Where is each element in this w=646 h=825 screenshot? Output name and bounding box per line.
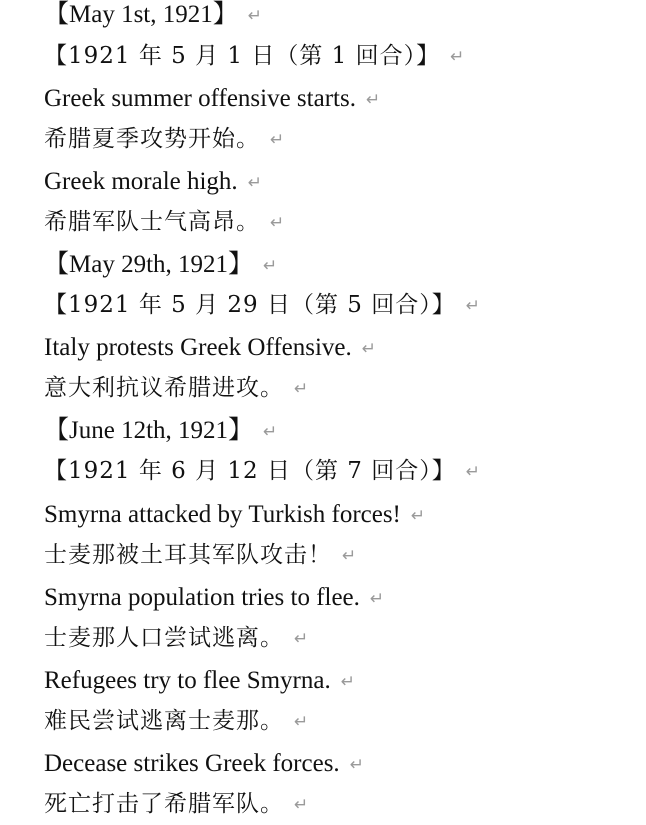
paragraph-text: 士麦那被土耳其军队攻击！ bbox=[44, 542, 332, 568]
paragraph-date-heading-cn[interactable] bbox=[44, 290, 481, 320]
paragraph-mark-icon: ↵ bbox=[365, 90, 381, 110]
paragraph-text: Refugees try to flee Smyrna. bbox=[44, 667, 331, 694]
paragraph-text: 【May 1st, 1921】 bbox=[44, 1, 238, 28]
paragraph-english[interactable] bbox=[44, 583, 384, 613]
paragraph-mark-icon: ↵ bbox=[247, 6, 263, 26]
paragraph-date-heading-cn[interactable] bbox=[44, 41, 465, 71]
paragraph-text: 希腊夏季攻势开始。 bbox=[44, 126, 260, 152]
paragraph-text: 死亡打击了希腊军队。 bbox=[44, 791, 284, 817]
paragraph-text: Smyrna population tries to flee. bbox=[44, 584, 360, 611]
paragraph-mark-icon: ↵ bbox=[294, 795, 310, 815]
paragraph-chinese[interactable] bbox=[44, 623, 309, 653]
paragraph-english[interactable] bbox=[44, 666, 355, 696]
paragraph-mark-icon: ↵ bbox=[263, 256, 278, 276]
paragraph-chinese[interactable] bbox=[44, 373, 309, 403]
paragraph-english[interactable] bbox=[44, 500, 425, 530]
paragraph-chinese[interactable] bbox=[44, 706, 309, 736]
paragraph-date-heading[interactable] bbox=[44, 0, 262, 30]
paragraph-mark-icon: ↵ bbox=[270, 130, 286, 150]
paragraph-text: Smyrna attacked by Turkish forces! bbox=[44, 501, 401, 528]
paragraph-text: Italy protests Greek Offensive. bbox=[44, 334, 352, 361]
paragraph-mark-icon: ↵ bbox=[450, 47, 466, 67]
paragraph-chinese[interactable] bbox=[44, 540, 357, 570]
paragraph-text: 【June 12th, 1921】 bbox=[44, 417, 254, 444]
paragraph-text: 【1921 年 6 月 12 日（第 7 回合）】 bbox=[44, 458, 456, 484]
paragraph-text: Greek summer offensive starts. bbox=[44, 85, 356, 112]
paragraph-chinese[interactable] bbox=[44, 789, 309, 819]
paragraph-mark-icon: ↵ bbox=[465, 462, 481, 482]
paragraph-text: Decease strikes Greek forces. bbox=[44, 750, 340, 777]
paragraph-english[interactable] bbox=[44, 167, 262, 197]
paragraph-english[interactable] bbox=[44, 333, 376, 363]
paragraph-mark-icon: ↵ bbox=[465, 296, 481, 316]
paragraph-date-heading-cn[interactable] bbox=[44, 456, 481, 486]
paragraph-date-heading[interactable] bbox=[44, 416, 277, 446]
paragraph-mark-icon: ↵ bbox=[340, 672, 355, 692]
paragraph-mark-icon: ↵ bbox=[263, 422, 278, 442]
paragraph-chinese[interactable] bbox=[44, 207, 285, 237]
paragraph-english[interactable] bbox=[44, 84, 380, 114]
paragraph-mark-icon: ↵ bbox=[361, 339, 377, 359]
paragraph-date-heading[interactable] bbox=[44, 250, 277, 280]
paragraph-text: 【1921 年 5 月 1 日（第 1 回合）】 bbox=[44, 43, 441, 69]
paragraph-text: 士麦那人口尝试逃离。 bbox=[44, 625, 284, 651]
paragraph-text: Greek morale high. bbox=[44, 168, 238, 195]
paragraph-mark-icon: ↵ bbox=[294, 712, 310, 732]
paragraph-mark-icon: ↵ bbox=[247, 173, 262, 193]
paragraph-mark-icon: ↵ bbox=[342, 546, 358, 566]
paragraph-mark-icon: ↵ bbox=[369, 589, 385, 609]
paragraph-mark-icon: ↵ bbox=[349, 755, 364, 775]
paragraph-english[interactable] bbox=[44, 749, 364, 779]
paragraph-text: 难民尝试逃离士麦那。 bbox=[44, 708, 284, 734]
paragraph-text: 【1921 年 5 月 29 日（第 5 回合）】 bbox=[44, 292, 456, 318]
paragraph-text: 意大利抗议希腊进攻。 bbox=[44, 375, 284, 401]
paragraph-mark-icon: ↵ bbox=[410, 506, 426, 526]
paragraph-chinese[interactable] bbox=[44, 124, 285, 154]
paragraph-text: 希腊军队士气高昂。 bbox=[44, 209, 260, 235]
paragraph-text: 【May 29th, 1921】 bbox=[44, 251, 254, 278]
paragraph-mark-icon: ↵ bbox=[270, 213, 286, 233]
paragraph-mark-icon: ↵ bbox=[294, 379, 310, 399]
paragraph-mark-icon: ↵ bbox=[294, 629, 310, 649]
